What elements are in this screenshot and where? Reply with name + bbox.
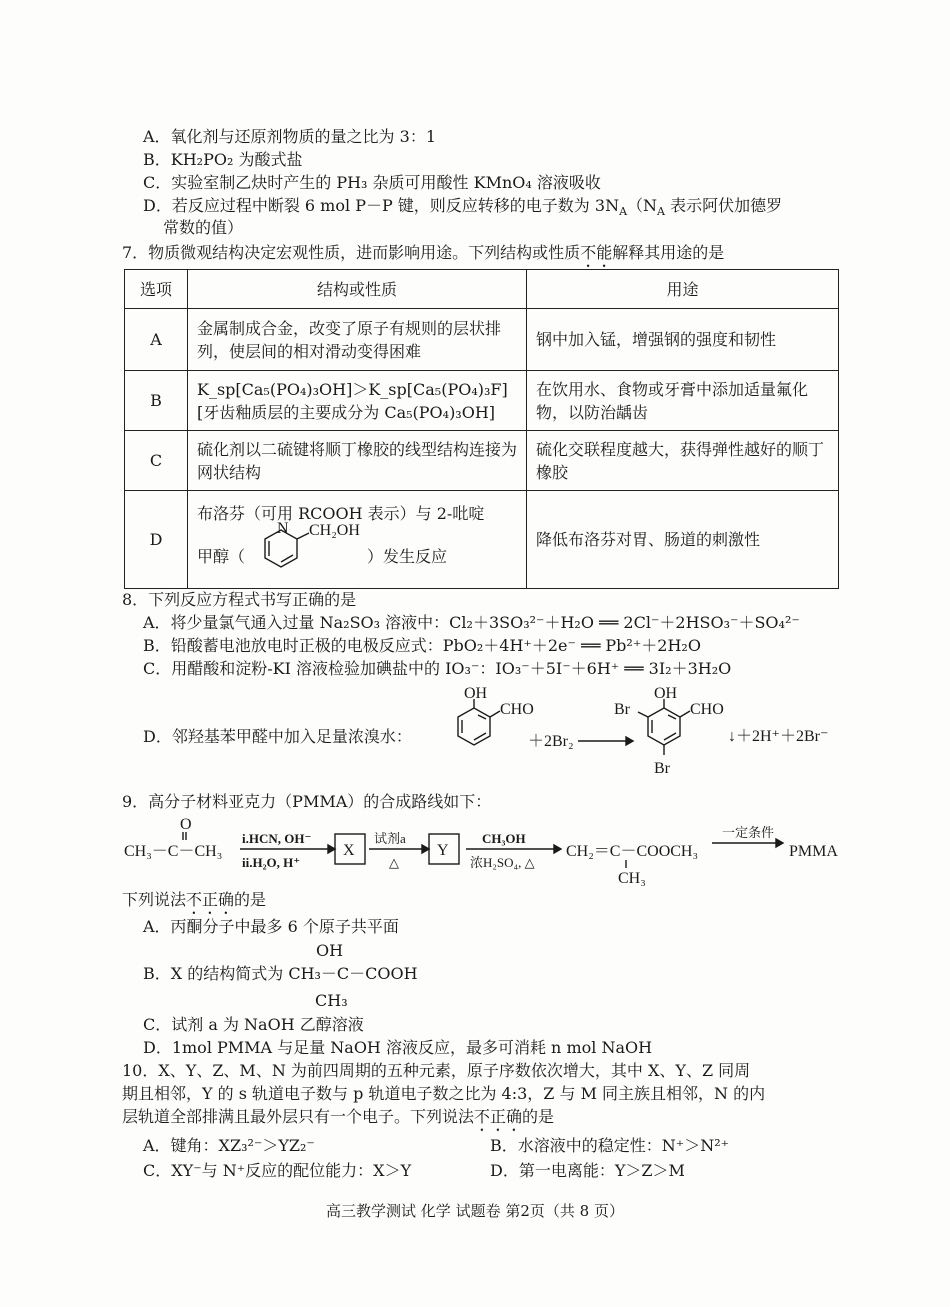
q7-row-option: B (125, 371, 188, 431)
svg-text:试剂a: 试剂a (374, 831, 406, 846)
q7-header-property: 结构或性质 (188, 270, 527, 309)
page-footer: 高三教学测试 化学 试题卷 第2页（共 8 页） (326, 1202, 624, 1220)
q9-ask: 下列说法不正确的是 (122, 890, 267, 909)
q10-stem-line3: 层轨道全部排满且最外层只有一个电子。下列说法不正确的是 (122, 1107, 555, 1126)
q8-option-b: B．铅酸蓄电池放电时正极的电极反应式：PbO₂＋4H⁺＋2e⁻ ══ Pb²⁺＋2H₂O (143, 636, 701, 655)
svg-text:ii.H₂O, H⁺: ii.H₂O, H⁺ (242, 855, 301, 870)
q7-row-use: 在饮用水、食物或牙膏中添加适量氟化物，以防治龋齿 (527, 371, 839, 431)
pyridine-methanol-structure (247, 520, 367, 579)
q10-option-a: A．键角：XZ₃²⁻＞YZ₂⁻ (143, 1136, 315, 1155)
q6-option-d-cont: 常数的值） (163, 218, 244, 237)
svg-text:Br: Br (614, 701, 630, 718)
q6-option-d: D．若反应过程中断裂 6 mol P－P 键，则反应转移的电子数为 $3N_A(N_A$ 表示阿伏加德罗 (143, 196, 783, 219)
svg-text:一定条件: 一定条件 (722, 825, 775, 840)
q8-option-a: A．将少量氯气通入过量 Na₂SO₃ 溶液中：Cl₂＋3SO₃²⁻＋H₂O ══ 2Cl⁻＋2HSO₃⁻＋SO₄²⁻ (143, 613, 800, 632)
q7-row-use: 钢中加入锰，增强钢的强度和韧性 (527, 309, 839, 371)
q7-row-use: 硫化交联程度越大，获得弹性越好的顺丁橡胶 (527, 431, 839, 491)
q9-option-b-ch3: CH₃ (315, 991, 348, 1010)
svg-text:Br: Br (654, 760, 670, 777)
q7-row-option: A (125, 309, 188, 371)
svg-text:CHO: CHO (500, 701, 534, 718)
q7-row-property: 布洛芬（可用 RCOOH 表示）与 2-吡啶 甲醇（ N CH₂OH ）发生反应 (188, 491, 527, 589)
table-row (125, 371, 839, 431)
q9-stem: 9．高分子材料亚克力（PMMA）的合成路线如下： (122, 792, 492, 811)
q10-stem-line1: 10．X、Y、Z、M、N 为前四周期的五种元素，原子序数依次增大，其中 X、Y、Z 同周 (122, 1061, 751, 1080)
q7-header-use: 用途 (527, 270, 839, 309)
q10-option-d: D．第一电离能：Y＞Z＞M (490, 1161, 685, 1180)
svg-text:＋2Br₂: ＋2Br₂ (528, 733, 574, 750)
q9-option-c: C．试剂 a 为 NaOH 乙醇溶液 (143, 1015, 364, 1034)
q7-row-option: D (125, 491, 188, 589)
svg-text:↓＋2H⁺＋2Br⁻: ↓＋2H⁺＋2Br⁻ (728, 728, 829, 745)
q7-row-option: C (125, 431, 188, 491)
q6-option-b: B．KH₂PO₂ 为酸式盐 (143, 150, 303, 169)
svg-text:CH₃OH: CH₃OH (482, 831, 526, 846)
q8-bromination-equation (440, 685, 860, 785)
q10-stem-line2: 期且相邻，Y 的 s 轨道电子数与 p 轨道电子数之比为 4:3，Z 与 M 同主族且相邻，N 的内 (122, 1084, 766, 1103)
q6-option-c: C．实验室制乙炔时产生的 PH₃ 杂质可用酸性 KMnO₄ 溶液吸收 (143, 173, 601, 192)
q9-option-a: A．丙酮分子中最多 6 个原子共平面 (143, 917, 399, 936)
svg-text:CH₃－C－CH₃: CH₃－C－CH₃ (124, 843, 223, 860)
q10-option-c: C．XY⁻与 N⁺反应的配位能力：X＞Y (143, 1161, 412, 1180)
svg-text:△: △ (389, 855, 399, 870)
table-row (125, 309, 839, 371)
svg-text:CH₃: CH₃ (618, 870, 646, 887)
table-row (125, 491, 839, 589)
svg-text:O: O (180, 816, 192, 833)
svg-text:OH: OH (654, 685, 678, 702)
q7-stem: 7．物质微观结构决定宏观性质，进而影响用途。下列结构或性质不能解释其用途的是 (122, 243, 725, 262)
svg-text:i.HCN, OH⁻: i.HCN, OH⁻ (242, 831, 312, 846)
svg-text:OH: OH (464, 685, 488, 702)
q9-option-b: B．X 的结构简式为 CH₃－C－COOH (143, 964, 418, 983)
q8-option-d: D．邻羟基苯甲醛中加入足量浓溴水： (143, 727, 412, 746)
svg-text:PMMA: PMMA (789, 843, 838, 860)
q7-row-property: 硫化剂以二硫键将顺丁橡胶的线型结构连接为网状结构 (188, 431, 527, 491)
q6-option-a: A．氧化剂与还原剂物质的量之比为 3：1 (143, 127, 437, 146)
svg-text:Y: Y (437, 842, 449, 859)
q7-row-use: 降低布洛芬对胃、肠道的刺激性 (527, 491, 839, 589)
svg-text:CH₂OH: CH₂OH (309, 522, 360, 539)
svg-text:浓H₂SO₄, △: 浓H₂SO₄, △ (470, 855, 535, 870)
q10-option-b: B．水溶液中的稳定性：N⁺＞N²⁺ (490, 1136, 730, 1155)
table-row (125, 431, 839, 491)
q7-header-option: 选项 (125, 270, 188, 309)
q8-stem: 8．下列反应方程式书写正确的是 (122, 590, 357, 609)
svg-text:N: N (277, 520, 289, 537)
q8-option-c: C．用醋酸和淀粉-KI 溶液检验加碘盐中的 IO₃⁻：IO₃⁻＋5I⁻＋6H⁺ ══ 3I₂＋3H₂O (143, 659, 732, 678)
q9-option-b-oh: OH (316, 941, 344, 960)
q7-row-property: K_sp[Ca₅(PO₄)₃OH]＞K_sp[Ca₅(PO₄)₃F][牙齿釉质层的主要成分为 Ca₅(PO₄)₃OH] (188, 371, 527, 431)
q7-row-property: 金属制成合金，改变了原子有规则的层状排列，使层间的相对滑动变得困难 (188, 309, 527, 371)
svg-text:CH₂＝C－COOCH₃: CH₂＝C－COOCH₃ (566, 843, 699, 860)
q7-table (124, 269, 839, 589)
svg-text:CHO: CHO (690, 701, 724, 718)
q9-synthesis-route (124, 815, 854, 885)
svg-text:X: X (343, 842, 355, 859)
q9-option-d: D．1mol PMMA 与足量 NaOH 溶液反应，最多可消耗 n mol NaOH (143, 1038, 653, 1057)
